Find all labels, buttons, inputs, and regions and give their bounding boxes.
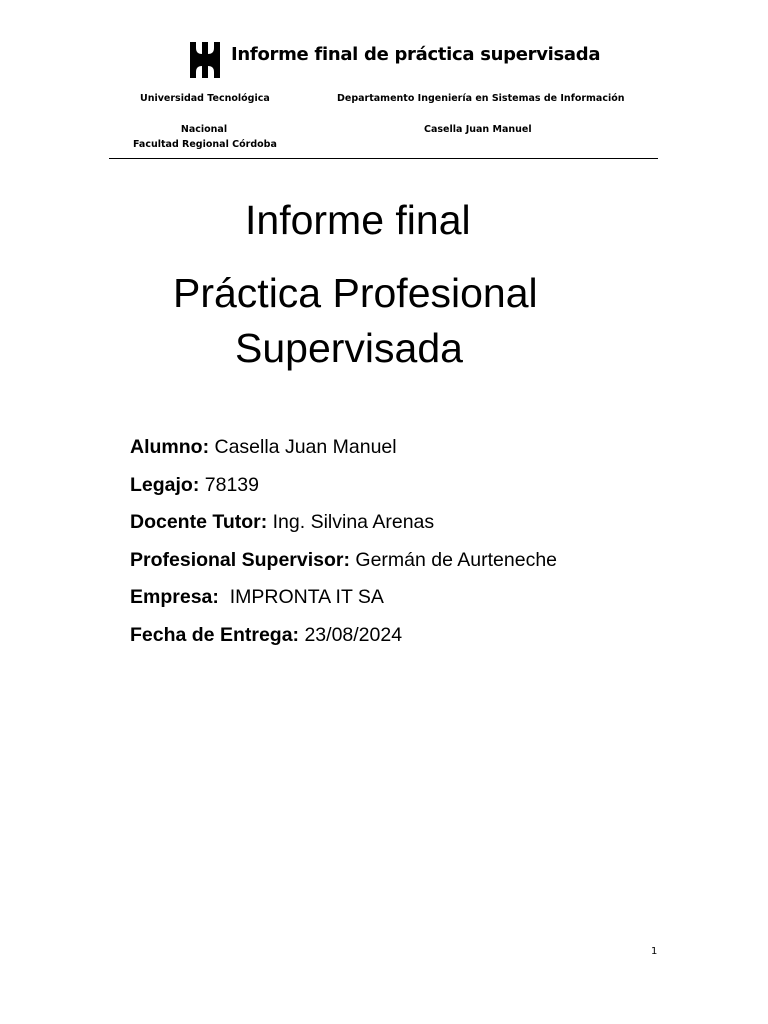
info-value: IMPRONTA IT SA	[218, 586, 384, 609]
student-info-list	[130, 434, 557, 660]
info-row-company	[130, 584, 557, 622]
utn-logo-icon	[189, 42, 221, 78]
info-row-tutor	[130, 509, 557, 547]
info-label: Empresa:	[130, 586, 219, 609]
info-value: 23/08/2024	[299, 623, 403, 646]
info-label: Profesional Supervisor:	[130, 548, 350, 571]
header-divider	[109, 158, 658, 159]
document-title-line-3: Supervisada	[235, 325, 463, 371]
info-value: Casella Juan Manuel	[209, 436, 397, 458]
university-name-cont: Nacional	[180, 124, 228, 135]
department-name: Departamento Ingeniería en Sistemas de Información	[337, 93, 625, 104]
university-name: Universidad Tecnológica	[140, 93, 270, 104]
info-row-supervisor	[130, 547, 557, 585]
info-label: Legajo:	[130, 473, 200, 496]
page-header	[0, 0, 768, 160]
info-label: Fecha de Entrega:	[130, 623, 300, 646]
info-label: Docente Tutor:	[130, 511, 268, 534]
info-row-student	[130, 434, 557, 472]
faculty-name: Facultad Regional Córdoba	[133, 139, 277, 150]
info-label: Alumno:	[130, 436, 210, 458]
header-author: Casella Juan Manuel	[424, 124, 532, 135]
university-faculty	[133, 122, 275, 152]
header-title: Informe final de práctica supervisada	[231, 44, 601, 65]
page-number: 1	[651, 946, 658, 957]
info-value: Germán de Aurteneche	[349, 548, 558, 571]
info-value: Ing. Silvina Arenas	[267, 511, 435, 534]
document-title-line-1: Informe final	[245, 197, 471, 243]
info-value: 78139	[199, 473, 259, 496]
document-title-line-2: Práctica Profesional	[173, 270, 538, 316]
info-row-legajo	[130, 472, 557, 510]
info-row-delivery-date	[130, 622, 557, 660]
